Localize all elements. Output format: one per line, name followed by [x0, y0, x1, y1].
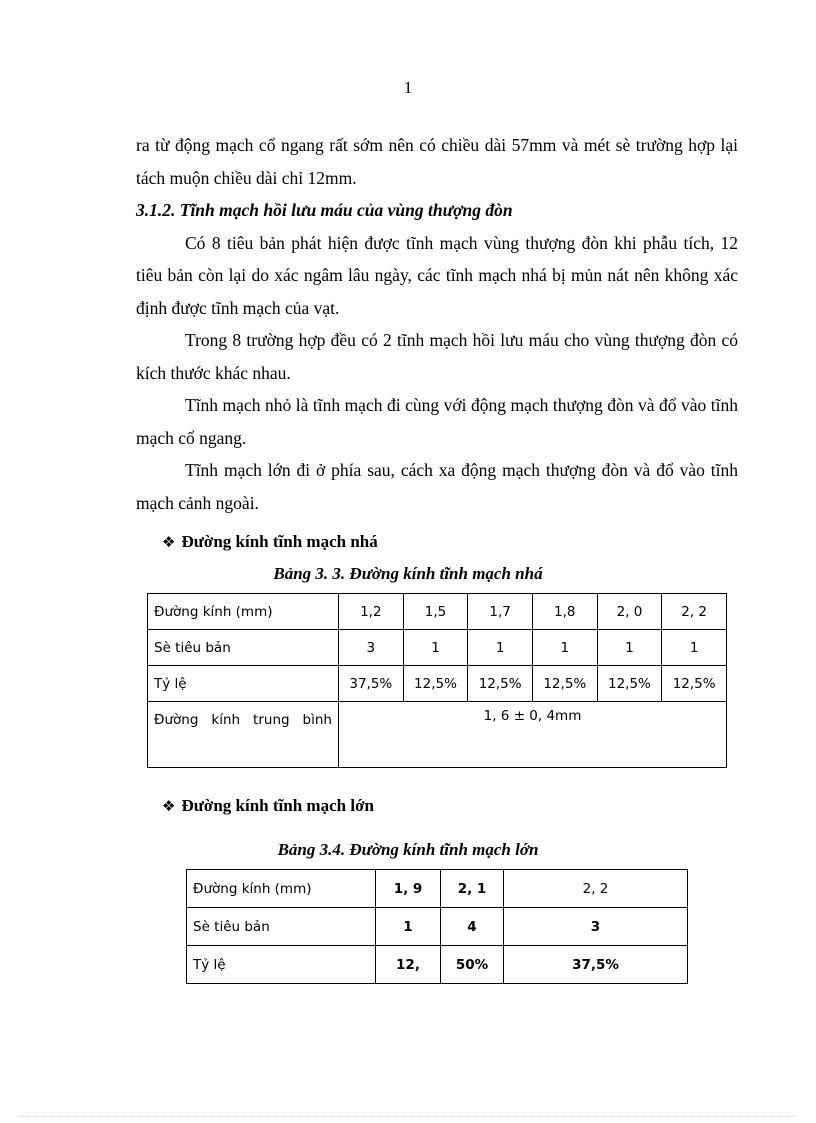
footer-divider	[20, 1116, 796, 1117]
diamond-bullet-icon: ❖	[162, 797, 176, 815]
table-cell: 12,5%	[662, 666, 727, 702]
table-cell: 1	[376, 908, 441, 946]
paragraph-two-veins: Trong 8 trường hợp đều có 2 tĩnh mạch hồi lưu máu cho vùng thượng đòn có kích thước khác nhau.	[136, 330, 738, 383]
table-cell: 1	[468, 630, 533, 666]
table-cell: 1,5	[403, 594, 468, 630]
table-cell: 2, 2	[504, 870, 688, 908]
paragraph-continued: ra từ động mạch cổ ngang rất sớm nên có chiều dài 57mm và mét sè trường hợp lại tách muộn chiều dài chỉ 12mm.	[136, 135, 738, 188]
table-cell: 1,7	[468, 594, 533, 630]
table-large-vein-diameter	[186, 869, 688, 984]
table-row	[148, 666, 727, 702]
row-label: Sè tiêu bản	[187, 908, 376, 946]
table-cell: 1	[532, 630, 597, 666]
diamond-bullet-icon: ❖	[162, 533, 176, 551]
table-cell-mean: 1, 6 ± 0, 4mm	[339, 702, 727, 768]
bullet-heading-text: Đường kính tĩnh mạch lớn	[181, 796, 374, 815]
table-cell: 37,5%	[504, 946, 688, 984]
bullet-heading-text: Đường kính tĩnh mạch nhá	[181, 532, 378, 551]
page-number: 1	[403, 78, 413, 97]
section-heading: 3.1.2. Tĩnh mạch hồi lưu máu của vùng thượng đòn	[136, 200, 513, 220]
table-row	[148, 594, 727, 630]
row-label: Đường kính (mm)	[148, 594, 339, 630]
row-label: Tỷ lệ	[187, 946, 376, 984]
table-cell: 12,5%	[532, 666, 597, 702]
table-cell: 4	[441, 908, 504, 946]
table-cell: 2, 2	[662, 594, 727, 630]
row-label: Đường kính (mm)	[187, 870, 376, 908]
table-cell: 1, 9	[376, 870, 441, 908]
table-row	[187, 946, 688, 984]
table-cell: 2, 1	[441, 870, 504, 908]
table-cell: 1,8	[532, 594, 597, 630]
table-caption-3-3: Bảng 3. 3. Đường kính tĩnh mạch nhá	[273, 564, 543, 583]
row-label: Tỷ lệ	[148, 666, 339, 702]
bullet-heading-large-vein	[162, 796, 374, 816]
table-cell: 2, 0	[597, 594, 662, 630]
bullet-heading-small-vein	[162, 532, 378, 552]
table-cell: 50%	[441, 946, 504, 984]
table-cell: 37,5%	[339, 666, 404, 702]
table-cell: 3	[504, 908, 688, 946]
table-cell: 12,5%	[403, 666, 468, 702]
row-label: Đường kính trung bình	[148, 702, 339, 768]
paragraph-large-vein: Tĩnh mạch lớn đi ở phía sau, cách xa động mạch thượng đòn và đổ vào tĩnh mạch cảnh ngoài.	[136, 460, 738, 513]
table-caption-3-4: Bảng 3.4. Đường kính tĩnh mạch lớn	[277, 840, 539, 859]
paragraph-small-vein: Tĩnh mạch nhỏ là tĩnh mạch đi cùng với động mạch thượng đòn và đổ vào tĩnh mạch cổ ngang.	[136, 395, 738, 448]
table-cell: 1	[403, 630, 468, 666]
table-cell: 1	[597, 630, 662, 666]
table-cell: 12,5%	[468, 666, 533, 702]
table-row	[187, 908, 688, 946]
table-cell: 1,2	[339, 594, 404, 630]
table-cell: 12,5%	[597, 666, 662, 702]
table-cell: 3	[339, 630, 404, 666]
table-small-vein-diameter	[147, 593, 727, 768]
table-cell: 12,	[376, 946, 441, 984]
table-cell: 1	[662, 630, 727, 666]
body-text-block	[136, 129, 738, 519]
table-row	[148, 630, 727, 666]
table-row	[148, 702, 727, 768]
table-row	[187, 870, 688, 908]
row-label: Sè tiêu bản	[148, 630, 339, 666]
paragraph-specimens: Có 8 tiêu bản phát hiện được tĩnh mạch vùng thượng đòn khi phẫu tích, 12 tiêu bản còn lại do xác ngâm lâu ngày, các tĩnh mạch nhá bị mủn nát nên không xác định được tĩnh mạch của vạt.	[136, 232, 738, 318]
